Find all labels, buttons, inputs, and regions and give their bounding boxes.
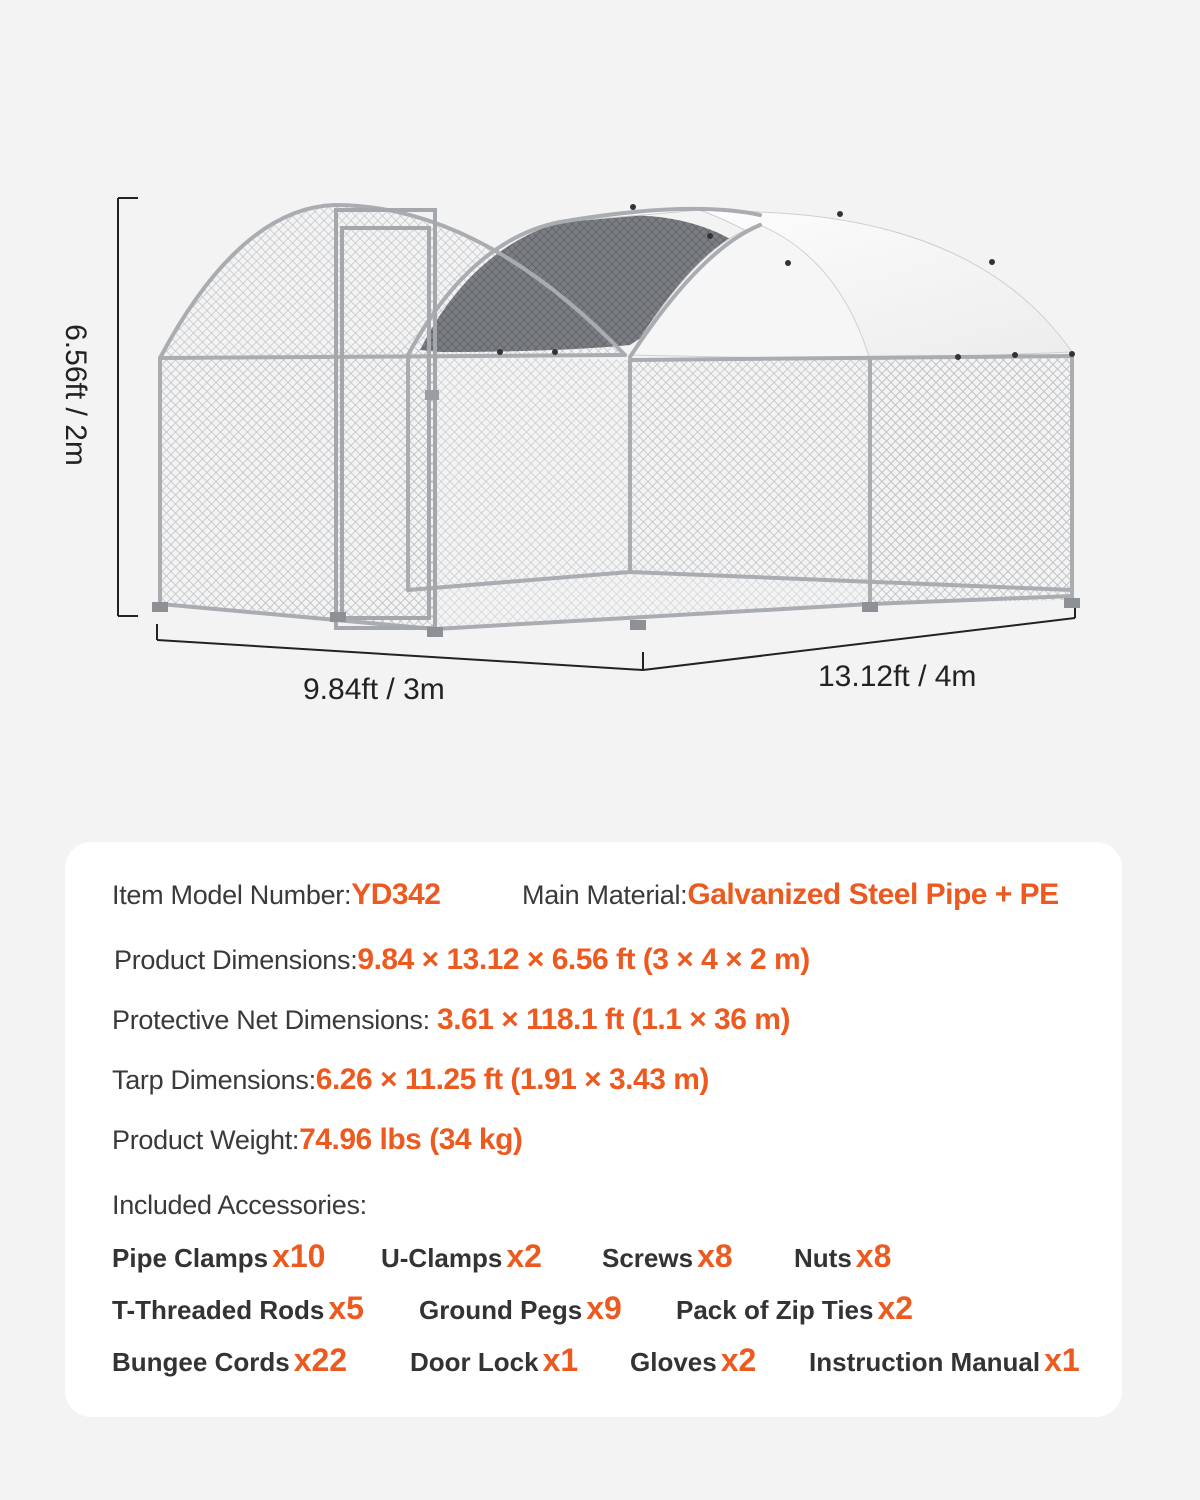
spec-card (65, 842, 1122, 1417)
accessories-heading: Included Accessories: (112, 1190, 367, 1220)
net-dimensions-label: Protective Net Dimensions: (112, 1005, 438, 1035)
tarp-dimensions-label: Tarp Dimensions: (112, 1065, 316, 1095)
accessory-item: Screws x8 (602, 1238, 733, 1274)
net-dimensions-value: 3.61 × 118.1 ft (1.1 × 36 m) (437, 1003, 790, 1036)
product-dimensions-value: 9.84 × 13.12 × 6.56 ft (3 × 4 × 2 m) (357, 943, 810, 976)
accessory-item: Pack of Zip Ties x2 (676, 1290, 914, 1326)
material-row (522, 877, 1059, 913)
accessory-item: Instruction Manual x1 (809, 1342, 1080, 1378)
accessory-item: Bungee Cords x22 (112, 1342, 348, 1378)
accessory-item: Ground Pegs x9 (419, 1290, 622, 1326)
accessory-item: T-Threaded Rods x5 (112, 1290, 364, 1326)
width-dimension-label: 9.84ft / 3m (303, 673, 445, 706)
tarp-dimensions-row (112, 1062, 709, 1098)
material-value: Galvanized Steel Pipe + PE (687, 878, 1059, 911)
height-dimension-label: 6.56ft / 2m (59, 324, 92, 466)
net-dimensions-row (112, 1002, 790, 1038)
material-label: Main Material: (522, 880, 688, 910)
weight-label: Product Weight: (112, 1125, 300, 1155)
accessory-item: Door Lock x1 (410, 1342, 579, 1378)
product-dimensions-row (114, 942, 810, 978)
weight-value: 74.96 lbs (34 kg) (299, 1123, 523, 1156)
model-label: Item Model Number: (112, 880, 352, 910)
accessory-item: Gloves x2 (630, 1342, 757, 1378)
weight-row (112, 1122, 522, 1158)
accessory-item: Pipe Clamps x10 (112, 1238, 326, 1274)
depth-dimension-label: 13.12ft / 4m (818, 660, 977, 693)
accessory-item: Nuts x8 (794, 1238, 892, 1274)
model-value: YD342 (351, 878, 441, 911)
tarp-dimensions-value: 6.26 × 11.25 ft (1.91 × 3.43 m) (315, 1063, 709, 1096)
model-row (112, 877, 440, 913)
product-dimensions-label: Product Dimensions: (114, 945, 358, 975)
accessory-item: U-Clamps x2 (381, 1238, 542, 1274)
